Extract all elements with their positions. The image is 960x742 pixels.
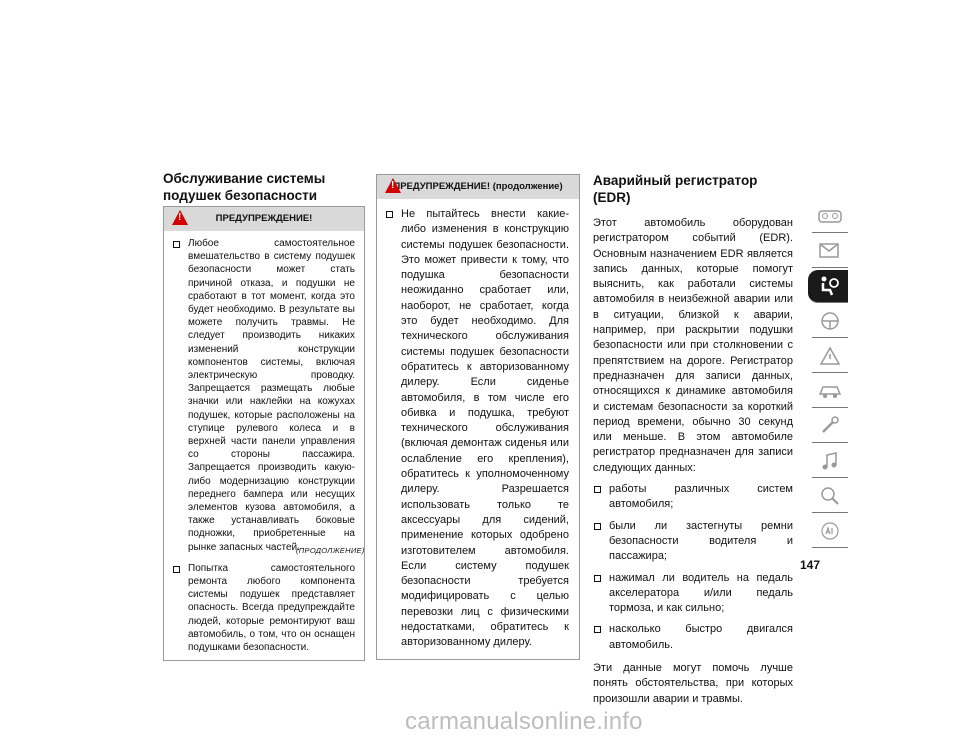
warning-triangle-icon [172, 210, 188, 225]
car-service-icon [817, 380, 843, 402]
left-column [163, 170, 363, 204]
warning-item: Не пытайтесь внести какие-либо изменения в конструкцию системы подушек безопасности. Это может привести к тому, что подушка безопасности неожиданно сработает или, наоборот, не сработает, когда это будет необходимо. Для технического обслуживания системы подушек безопасности обратитесь к авторизованному дилеру. Если сиденье автомобиля, в том числе его обивка и подушка, требуют технического обслуживания (включая демонтаж сиденья или ослабление его крепления), обратитесь к уполномоченному дилеру. Разрешается использовать только те аксессуары для сидений, применение которых одобрено изготовителем автомобиля. Если систему подушек безопасности требуется модифицировать с целью перевозки лиц с физическими недостатками, обратитесь к авторизованному дилеру. [385, 207, 569, 651]
tab-car-dashboard-icon[interactable] [812, 200, 848, 233]
tab-car-service-icon[interactable] [812, 375, 848, 408]
music-note-icon [817, 450, 843, 472]
edr-outro-paragraph: Эти данные могут помочь лучше понять обстоятельства, при которых произошли аварии и травмы. [593, 662, 793, 705]
warning-triangle-icon [385, 178, 401, 193]
page-number: 147 [800, 558, 821, 572]
seated-person-airbag-icon [815, 275, 841, 297]
language-abc-icon [817, 520, 843, 542]
car-dashboard-icon [817, 205, 843, 227]
edr-list-item: были ли застегнуты ремни безопасности водителя и пассажира; [593, 519, 793, 565]
tab-music-note-icon[interactable] [812, 445, 848, 478]
warning-box-left [163, 206, 365, 661]
warning-header [377, 175, 579, 199]
tab-language-abc-icon[interactable] [812, 515, 848, 548]
tab-steering-wheel-icon[interactable] [812, 305, 848, 338]
section-heading-edr: Аварийный регистратор (EDR) [593, 173, 758, 205]
section-heading-airbag-maintenance: Обслуживание системы подушек безопасности [163, 171, 326, 203]
tab-seated-person-airbag-icon[interactable] [808, 270, 848, 303]
warning-box-middle [376, 174, 580, 660]
continued-label: (ПРОДОЛЖЕНИЕ) [296, 546, 365, 555]
edr-intro-paragraph: Этот автомобиль оборудован регистратором событий (EDR). Основным назначением EDR является запись данных, которые помогут выяснить, как работали системы автомобиля в неизбежной аварии или в ситуации, близкой к аварии, например, при раскрытии подушки безопасности или при столкновении с препятствием на дороге. Регистратор предназначен для записи данных, относящихся к динамике автомобиля и системам безопасности за короткий период времени, обычно 30 секунд или меньше. В этом автомобиле регистратор предназначен для записи следующих данных: [593, 217, 793, 474]
edr-list-item: нажимал ли водитель на педаль акселератора и/или педаль тормоза, и как сильно; [593, 571, 793, 617]
warning-body [377, 199, 579, 659]
chapter-tabs [812, 200, 852, 550]
watermark: carmanualsonline.info [405, 708, 643, 735]
tab-warning-road-icon[interactable] [812, 340, 848, 373]
tab-search-magnifier-icon[interactable] [812, 480, 848, 513]
tab-wrench-car-icon[interactable] [812, 410, 848, 443]
warning-title: ПРЕДУПРЕЖДЕНИЕ! (продолжение) [393, 181, 563, 192]
steering-wheel-icon [817, 310, 843, 332]
warning-item: Попытка самостоятельного ремонта любого компонента системы подушек представляет опасность. Всегда предупреждайте людей, которые ремонтируют ваш автомобиль, о том, что он оснащен подушками безопасности. [172, 562, 355, 654]
edr-text [593, 216, 793, 707]
tab-envelope-car-icon[interactable] [812, 235, 848, 268]
warning-body [164, 231, 364, 660]
edr-list-item: насколько быстро двигался автомобиль. [593, 622, 793, 653]
warning-road-icon [817, 345, 843, 367]
warning-title: ПРЕДУПРЕЖДЕНИЕ! [215, 213, 313, 224]
search-magnifier-icon [817, 485, 843, 507]
envelope-car-icon [817, 240, 843, 262]
edr-list-item: работы различных систем автомобиля; [593, 482, 793, 513]
wrench-car-icon [817, 415, 843, 437]
right-column [593, 172, 793, 707]
warning-header [164, 207, 364, 231]
warning-item: Любое самостоятельное вмешательство в систему подушек безопасности может стать причиной отказа, и подушки не сработают в тот момент, когда это будет необходимо. В результате вы можете получить травмы. Не следует производить никаких изменений конструкции компонентов системы, включая электрическую проводку. Запрещается размещать любые значки или наклейки на кожухах подушек, которые расположены на ступице рулевого колеса и в верхней части панели управления со стороны пассажира. Запрещается производить какую-либо модернизацию конструкции переднего бампера или несущих элементов кузова автомобиля, а также устанавливать боковые подножки, приобретенные на рынке запасных частей. [172, 237, 355, 554]
